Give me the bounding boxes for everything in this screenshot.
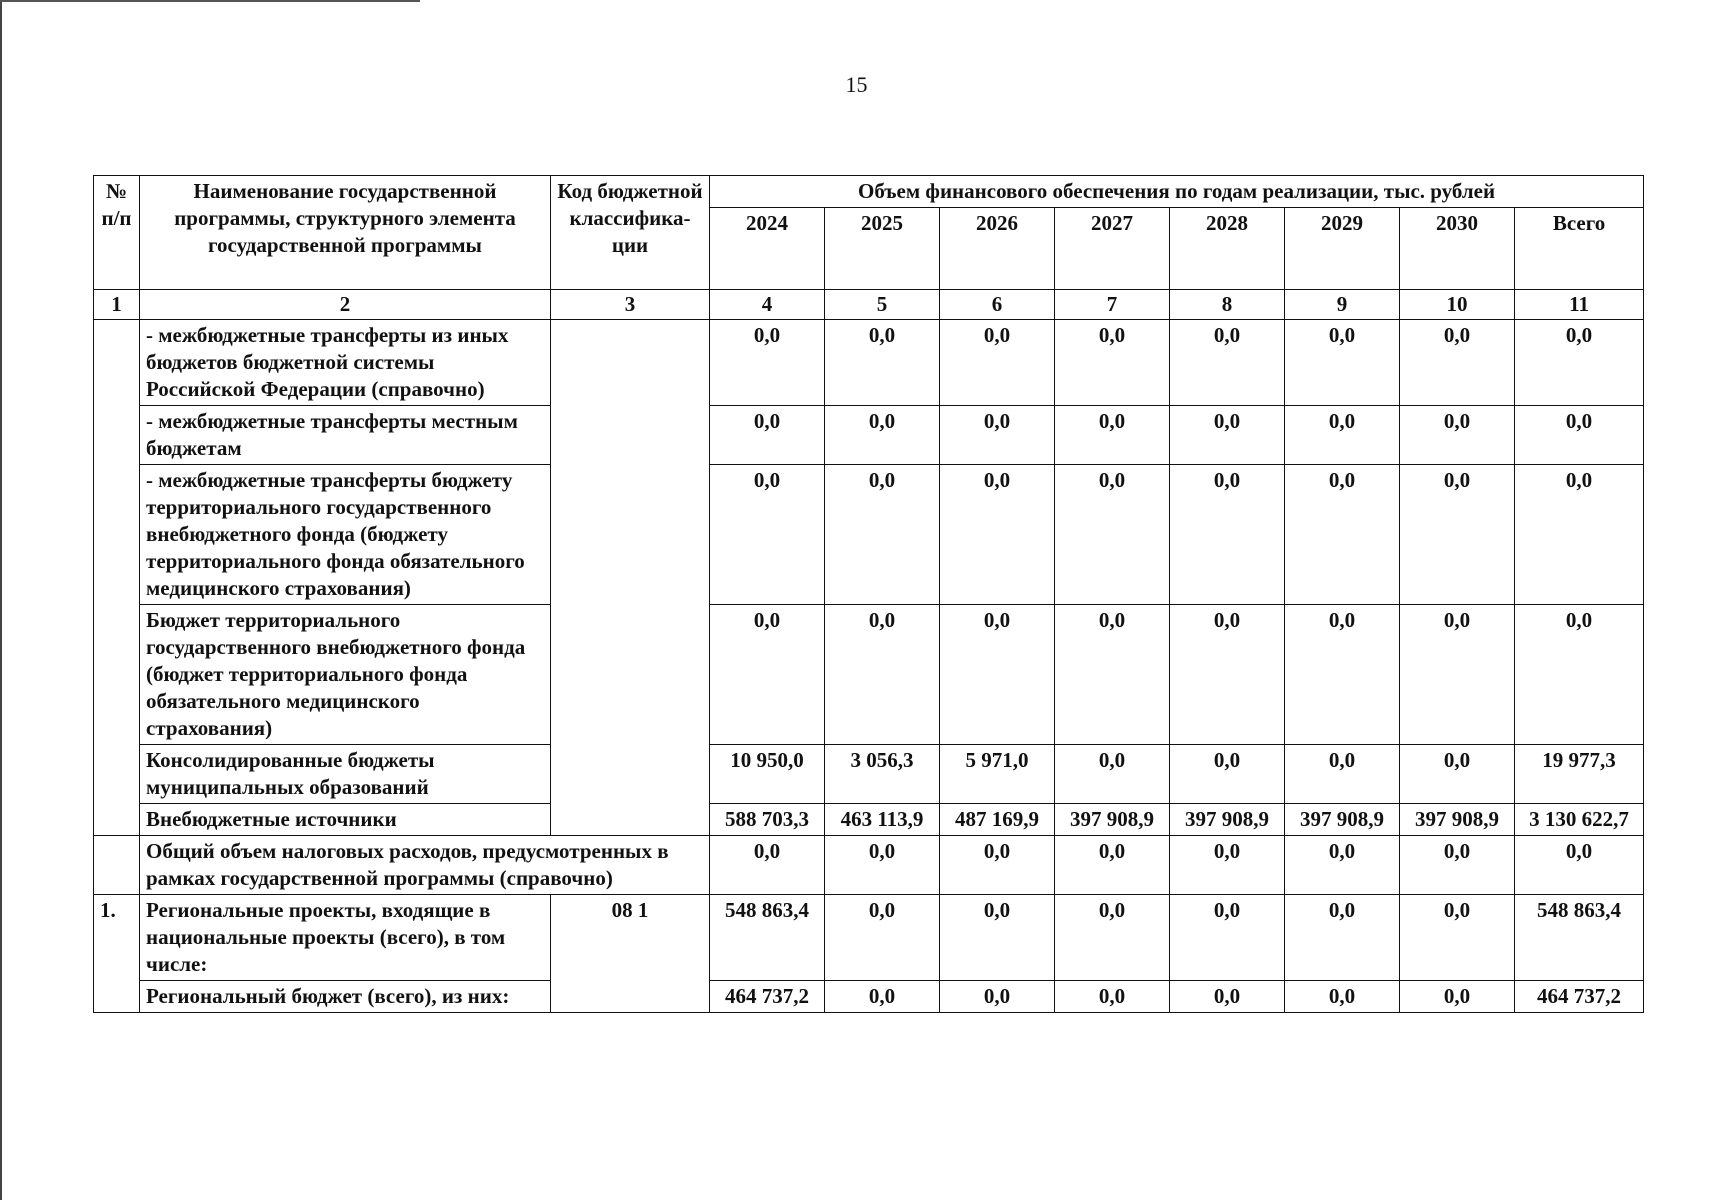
row-num: 1.	[94, 895, 140, 1013]
value-cell: 0,0	[1285, 745, 1400, 804]
value-cell: 0,0	[1170, 320, 1285, 406]
value-cell: 19 977,3	[1515, 745, 1644, 804]
header-year-2030: 2030	[1400, 208, 1515, 290]
value-cell: 548 863,4	[710, 895, 825, 981]
value-cell: 0,0	[1515, 836, 1644, 895]
header-year-2028: 2028	[1170, 208, 1285, 290]
value-cell: 0,0	[825, 981, 940, 1013]
header-year-2025: 2025	[825, 208, 940, 290]
column-index: 7	[1055, 290, 1170, 320]
value-cell: 0,0	[825, 895, 940, 981]
value-cell: 0,0	[1055, 605, 1170, 745]
value-cell: 0,0	[1285, 895, 1400, 981]
table-row	[94, 745, 1644, 804]
row-code-cell	[551, 320, 710, 836]
value-cell: 0,0	[1285, 465, 1400, 605]
value-cell: 0,0	[1170, 406, 1285, 465]
table-row	[94, 605, 1644, 745]
value-cell: 0,0	[1285, 320, 1400, 406]
scan-edge-left	[0, 0, 2, 1200]
value-cell: 0,0	[1055, 465, 1170, 605]
header-total: Всего	[1515, 208, 1644, 290]
value-cell: 0,0	[1055, 320, 1170, 406]
table-row	[94, 895, 1644, 981]
page-number: 15	[845, 72, 868, 97]
scan-edge-top	[0, 0, 420, 2]
value-cell: 0,0	[1285, 836, 1400, 895]
value-cell: 397 908,9	[1400, 804, 1515, 836]
value-cell: 0,0	[1515, 605, 1644, 745]
value-cell: 0,0	[710, 465, 825, 605]
column-index: 1	[94, 290, 140, 320]
value-cell: 397 908,9	[1285, 804, 1400, 836]
column-index: 9	[1285, 290, 1400, 320]
value-cell: 0,0	[940, 895, 1055, 981]
value-cell: 0,0	[1400, 605, 1515, 745]
column-index: 11	[1515, 290, 1644, 320]
value-cell: 397 908,9	[1055, 804, 1170, 836]
value-cell: 0,0	[1515, 406, 1644, 465]
value-cell: 0,0	[1055, 406, 1170, 465]
row-code: 08 1	[551, 895, 710, 1013]
row-name: - межбюджетные трансферты из иных бюджетов бюджетной системы Российской Федерации (справочно)	[140, 320, 551, 406]
table-row	[94, 465, 1644, 605]
value-cell: 464 737,2	[1515, 981, 1644, 1013]
value-cell: 5 971,0	[940, 745, 1055, 804]
header-num: № п/п	[94, 176, 140, 290]
value-cell: 464 737,2	[710, 981, 825, 1013]
value-cell: 0,0	[1055, 836, 1170, 895]
value-cell: 0,0	[940, 836, 1055, 895]
header-name: Наименование государственной программы, структурного элемента государственной программы	[140, 176, 551, 290]
value-cell: 0,0	[1055, 895, 1170, 981]
value-cell: 0,0	[825, 605, 940, 745]
value-cell: 0,0	[1170, 836, 1285, 895]
value-cell: 0,0	[1400, 895, 1515, 981]
row-name: Региональный бюджет (всего), из них:	[140, 981, 551, 1013]
value-cell: 548 863,4	[1515, 895, 1644, 981]
row-name: Бюджет территориального государственного внебюджетного фонда (бюджет территориального фонда обязательного медицинского страхования)	[140, 605, 551, 745]
value-cell: 0,0	[1400, 745, 1515, 804]
row-num-cell	[94, 836, 140, 895]
column-index: 2	[140, 290, 551, 320]
value-cell: 487 169,9	[940, 804, 1055, 836]
value-cell: 0,0	[1400, 320, 1515, 406]
value-cell: 3 056,3	[825, 745, 940, 804]
header-volume: Объем финансового обеспечения по годам реализации, тыс. рублей	[710, 176, 1644, 208]
value-cell: 10 950,0	[710, 745, 825, 804]
row-name: Региональные проекты, входящие в национальные проекты (всего), в том числе:	[140, 895, 551, 981]
value-cell: 0,0	[940, 981, 1055, 1013]
column-index: 3	[551, 290, 710, 320]
value-cell: 0,0	[940, 605, 1055, 745]
value-cell: 0,0	[1285, 406, 1400, 465]
value-cell: 0,0	[1285, 605, 1400, 745]
value-cell: 0,0	[710, 605, 825, 745]
value-cell: 3 130 622,7	[1515, 804, 1644, 836]
header-year-2026: 2026	[940, 208, 1055, 290]
value-cell: 0,0	[825, 406, 940, 465]
row-name: Внебюджетные источники	[140, 804, 551, 836]
value-cell: 0,0	[940, 320, 1055, 406]
value-cell: 463 113,9	[825, 804, 940, 836]
value-cell: 0,0	[1170, 981, 1285, 1013]
column-index: 4	[710, 290, 825, 320]
table-row	[94, 406, 1644, 465]
value-cell: 0,0	[1400, 465, 1515, 605]
value-cell: 0,0	[1170, 745, 1285, 804]
row-num-cell	[94, 320, 140, 836]
value-cell: 0,0	[940, 465, 1055, 605]
table-row	[94, 836, 1644, 895]
row-name: - межбюджетные трансферты бюджету территориального государственного внебюджетного фонда (бюджету территориального фонда обязательного медицинского страхования)	[140, 465, 551, 605]
row-name: Консолидированные бюджеты муниципальных образований	[140, 745, 551, 804]
row-name: - межбюджетные трансферты местным бюджетам	[140, 406, 551, 465]
table-row	[94, 320, 1644, 406]
value-cell: 0,0	[1170, 605, 1285, 745]
column-index-row	[94, 290, 1644, 320]
value-cell: 0,0	[710, 836, 825, 895]
column-index: 6	[940, 290, 1055, 320]
financing-table	[93, 175, 1644, 1013]
value-cell: 0,0	[1515, 320, 1644, 406]
header-code: Код бюджетной классифика-ции	[551, 176, 710, 290]
value-cell: 0,0	[1400, 406, 1515, 465]
column-index: 8	[1170, 290, 1285, 320]
column-index: 5	[825, 290, 940, 320]
value-cell: 0,0	[1400, 981, 1515, 1013]
table-row	[94, 804, 1644, 836]
value-cell: 0,0	[710, 406, 825, 465]
value-cell: 0,0	[1400, 836, 1515, 895]
value-cell: 0,0	[825, 320, 940, 406]
value-cell: 0,0	[710, 320, 825, 406]
header-year-2029: 2029	[1285, 208, 1400, 290]
table-row	[94, 981, 1644, 1013]
header-year-2024: 2024	[710, 208, 825, 290]
value-cell: 0,0	[1055, 745, 1170, 804]
value-cell: 0,0	[1515, 465, 1644, 605]
value-cell: 0,0	[1170, 895, 1285, 981]
value-cell: 0,0	[825, 465, 940, 605]
header-row	[94, 176, 1644, 208]
value-cell: 0,0	[940, 406, 1055, 465]
header-year-2027: 2027	[1055, 208, 1170, 290]
value-cell: 588 703,3	[710, 804, 825, 836]
value-cell: 0,0	[1055, 981, 1170, 1013]
value-cell: 0,0	[1170, 465, 1285, 605]
column-index: 10	[1400, 290, 1515, 320]
value-cell: 0,0	[825, 836, 940, 895]
value-cell: 397 908,9	[1170, 804, 1285, 836]
value-cell: 0,0	[1285, 981, 1400, 1013]
row-name: Общий объем налоговых расходов, предусмотренных в рамках государственной программы (справочно)	[140, 836, 710, 895]
